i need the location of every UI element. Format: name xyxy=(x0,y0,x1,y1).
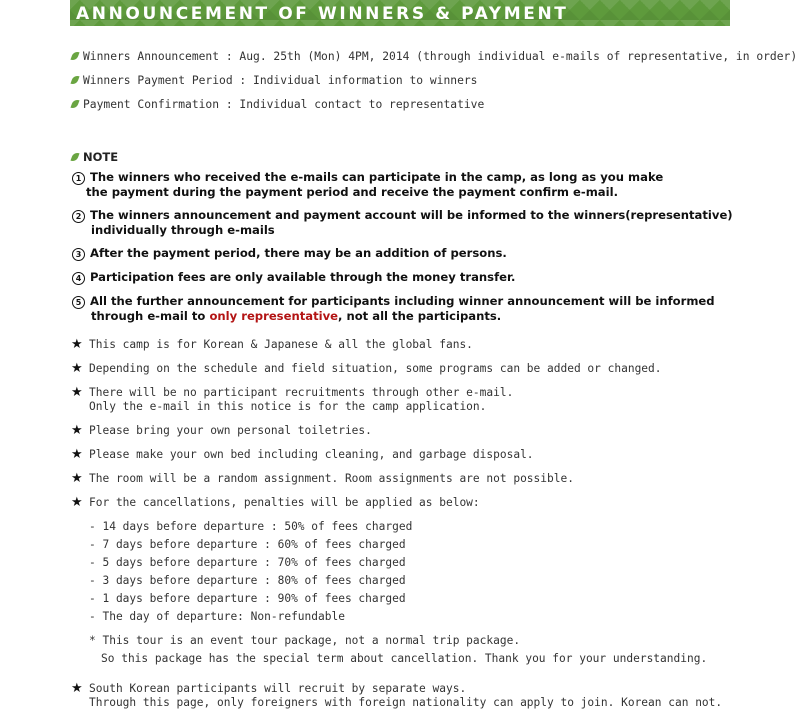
schedule-item-payment-confirmation xyxy=(72,98,484,111)
star-icon: ★ xyxy=(71,447,83,462)
star-item xyxy=(71,338,473,352)
star-icon: ★ xyxy=(71,681,83,696)
note-text: All the further announcement for participants including winner announcement will be informed xyxy=(90,294,715,308)
star-text: Please make your own bed including cleaning, and garbage disposal. xyxy=(89,448,534,461)
star-icon: ★ xyxy=(71,471,83,486)
note-title: NOTE xyxy=(83,150,119,164)
tour-note-line-1: * This tour is an event tour package, not a normal trip package. xyxy=(89,634,521,647)
note-text: The winners who received the e-mails can participate in the camp, as long as you make xyxy=(90,170,664,184)
penalty-item: - 5 days before departure : 70% of fees charged xyxy=(89,556,406,569)
star-icon: ★ xyxy=(71,385,83,400)
star-icon: ★ xyxy=(71,361,83,376)
header-banner xyxy=(70,0,730,26)
star-text: The room will be a random assignment. Room assignments are not possible. xyxy=(89,472,574,485)
schedule-text: Winners Announcement : Aug. 25th (Mon) 4PM, 2014 (through individual e-mails of representative, in order) xyxy=(83,50,798,63)
star-text: This camp is for Korean & Japanese & all the global fans. xyxy=(89,338,473,351)
leaf-bullet-icon xyxy=(70,74,79,85)
penalty-item: - 7 days before departure : 60% of fees charged xyxy=(89,538,406,551)
note-item-4 xyxy=(72,270,515,285)
schedule-text: Winners Payment Period : Individual information to winners xyxy=(83,74,478,87)
star-item xyxy=(71,472,574,486)
star-text: There will be no participant recruitments through other e-mail. xyxy=(89,386,514,399)
schedule-text: Payment Confirmation : Individual contact to representative xyxy=(83,98,485,111)
star-text: Through this page, only foreigners with foreign nationality can apply to join. Korean can not. xyxy=(89,696,723,709)
circled-number-icon: 2 xyxy=(72,210,85,223)
star-item xyxy=(71,386,513,414)
note-text: the payment during the payment period and receive the payment confirm e-mail. xyxy=(86,185,618,199)
circled-number-icon: 3 xyxy=(72,248,85,261)
leaf-bullet-icon xyxy=(70,98,79,109)
note-text: individually through e-mails xyxy=(91,223,275,237)
star-item xyxy=(71,682,722,710)
penalty-item: - 3 days before departure : 80% of fees charged xyxy=(89,574,406,587)
note-text: through e-mail to xyxy=(91,309,210,323)
star-item xyxy=(71,362,662,376)
note-item-1 xyxy=(72,170,663,199)
schedule-item-announcement xyxy=(72,50,797,63)
note-text: Participation fees are only available through the money transfer. xyxy=(90,270,516,284)
penalty-item: - 14 days before departure : 50% of fees charged xyxy=(89,520,413,533)
star-item xyxy=(71,496,480,510)
star-item xyxy=(71,424,372,438)
star-text: South Korean participants will recruit by separate ways. xyxy=(89,682,467,695)
star-text: Depending on the schedule and field situation, some programs can be added or changed. xyxy=(89,362,662,375)
star-icon: ★ xyxy=(71,495,83,510)
tour-note-line-2: So this package has the special term about cancellation. Thank you for your understanding. xyxy=(101,652,708,665)
schedule-item-payment-period xyxy=(72,74,477,87)
note-text: , not all the participants. xyxy=(338,309,502,323)
note-heading xyxy=(72,146,118,165)
highlight-text: only representative xyxy=(209,309,339,323)
page-title: ANNOUNCEMENT OF WINNERS & PAYMENT xyxy=(76,4,569,24)
penalty-item: - 1 days before departure : 90% of fees charged xyxy=(89,592,406,605)
star-item xyxy=(71,448,534,462)
star-text: Please bring your own personal toiletries. xyxy=(89,424,372,437)
note-text: After the payment period, there may be an addition of persons. xyxy=(90,246,507,260)
penalty-item: - The day of departure: Non-refundable xyxy=(89,610,345,623)
star-text: Only the e-mail in this notice is for the camp application. xyxy=(89,400,487,413)
star-text: For the cancellations, penalties will be applied as below: xyxy=(89,496,480,509)
note-item-5 xyxy=(72,294,715,323)
leaf-bullet-icon xyxy=(70,50,79,61)
circled-number-icon: 5 xyxy=(72,296,85,309)
circled-number-icon: 4 xyxy=(72,272,85,285)
note-item-3 xyxy=(72,246,507,261)
note-text: The winners announcement and payment account will be informed to the winners(representative) xyxy=(90,208,733,222)
leaf-bullet-icon xyxy=(70,151,79,162)
circled-number-icon: 1 xyxy=(72,172,85,185)
star-icon: ★ xyxy=(71,337,83,352)
star-icon: ★ xyxy=(71,423,83,438)
note-item-2 xyxy=(72,208,733,237)
